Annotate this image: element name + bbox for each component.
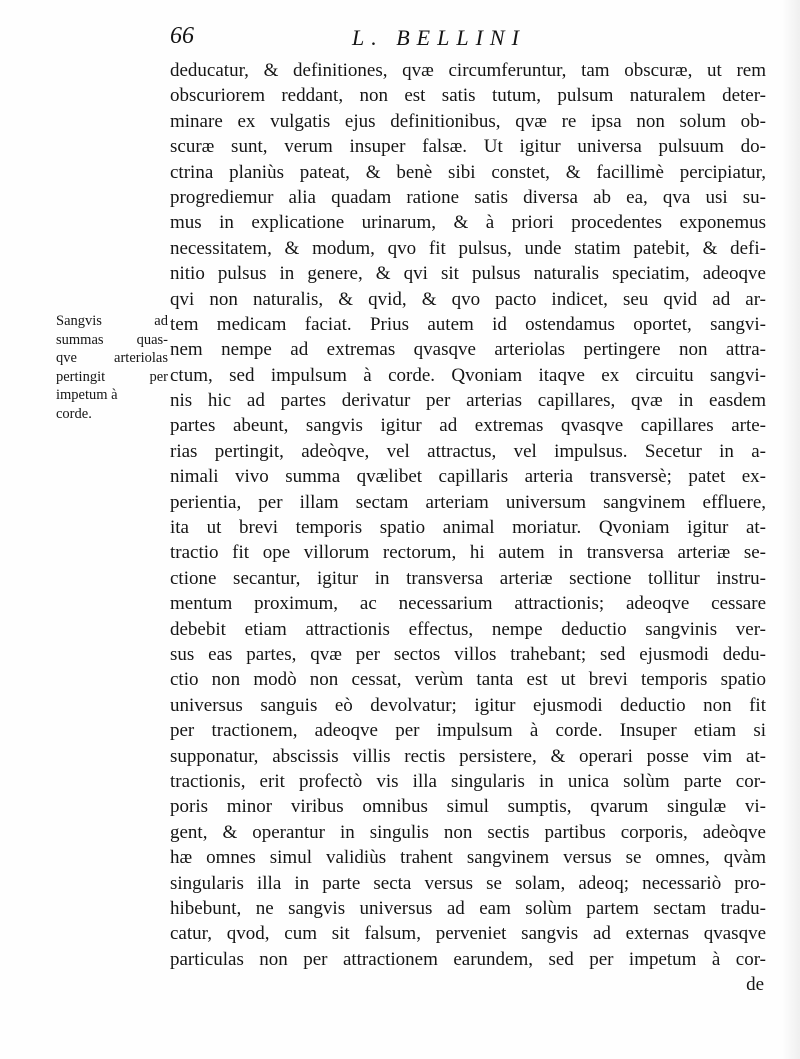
text-line: mentum proximum, ac necessarium attractionis; adeoqve cessare [170, 593, 766, 615]
text-line: nem nempe ad extremas qvasqve arteriolas pertingere non attra- [170, 339, 766, 361]
marginal-note [56, 312, 168, 423]
text-line: supponatur, abscissis villis rectis persistere, & operari posse vim at- [170, 745, 766, 767]
text-line: scuræ sunt, verum insuper falsæ. Ut igitur universa pulsuum do- [170, 136, 766, 158]
text-line: gent, & operantur in singulis non sectis partibus corporis, adeòqve [170, 821, 766, 843]
text-line: qvi non naturalis, & qvid, & qvo pacto indicet, seu qvid ad ar- [170, 288, 766, 310]
text-line: partes abeunt, sangvis igitur ad extremas qvasqve capillares arte- [170, 415, 766, 437]
text-line: ctione secantur, igitur in transversa arteriæ sectione tollitur instru- [170, 567, 766, 589]
text-line: universus sanguis eò devolvatur; igitur ejusmodi deductio non fit [170, 694, 766, 716]
text-line: ctrina planiùs pateat, & benè sibi constet, & facillimè percipiatur, [170, 161, 766, 183]
text-line: rias pertingit, adeòqve, vel attractus, vel impulsus. Secetur in a- [170, 440, 766, 462]
text-line: necessitatem, & modum, qvo fit pulsus, unde statim patebit, & defi- [170, 237, 766, 259]
text-line: tem medicam faciat. Prius autem id ostendamus oportet, sangvi- [170, 313, 766, 335]
page-number: 66 [170, 23, 194, 49]
marginal-note-line: corde. [56, 405, 92, 422]
text-line: nis hic ad partes derivatur per arterias capillares, qvæ in easdem [170, 390, 766, 412]
text-line: ctio non modò non cessat, verùm tanta est ut brevi temporis spatio [170, 669, 766, 691]
marginal-note-line: pertingit per [56, 368, 168, 385]
text-line: obscuriorem reddant, non est satis tutum, pulsum naturalem deter- [170, 85, 766, 107]
marginal-note-line: qve arteriolas [56, 350, 168, 366]
text-line: tractionis, erit profectò vis illa singularis in unica solùm parte cor- [170, 770, 766, 792]
body-text [170, 58, 766, 997]
text-line: mus in explicatione urinarum, & à priori procedentes exponemus [170, 212, 766, 234]
text-line: progrediemur alia quadam ratione satis diversa ab ea, qva usi su- [170, 186, 766, 208]
text-line: minare ex vulgatis ejus definitionibus, qvæ re ipsa non solum ob- [170, 110, 766, 132]
text-line: ita ut brevi temporis spatio animal moriatur. Qvoniam igitur at- [170, 517, 766, 539]
marginal-note-line: impetum à [56, 387, 118, 403]
text-line: nitio pulsus in genere, & qvi sit pulsus naturalis speciatim, adeoqve [170, 263, 766, 285]
page-edge-shadow [782, 0, 800, 1059]
text-line: ctum, sed impulsum à corde. Qvoniam itaqve ex circuitu sangvi- [170, 364, 766, 386]
text-line: particulas non per attractionem earundem, sed per impetum à cor- [170, 948, 766, 970]
text-line: deducatur, & definitiones, qvæ circumferuntur, tam obscuræ, ut rem [170, 60, 766, 81]
text-line: de [746, 974, 764, 996]
marginal-note-line: summas quas- [56, 331, 168, 348]
text-line: tractio fit ope villorum rectorum, hi autem in transversa arteriæ se- [170, 542, 766, 564]
text-line: singularis illa in parte secta versus se solam, adeoq; necessariò pro- [170, 872, 766, 894]
text-line: catur, qvod, cum sit falsum, perveniet sangvis ad externas qvasqve [170, 923, 766, 945]
text-line: perientia, per illam sectam arteriam universum sangvinem effluere, [170, 491, 766, 513]
text-line: nimali vivo summa qvælibet capillaris arteria transversè; patet ex- [170, 466, 766, 488]
running-head: L. BELLINI [352, 25, 526, 50]
text-line: poris minor viribus omnibus simul sumptis, qvarum singulæ vi- [170, 796, 766, 818]
text-line: per tractionem, adeoqve per impulsum à corde. Insuper etiam si [170, 720, 766, 742]
text-line: hæ omnes simul validiùs trahent sangvinem versus se omnes, qvàm [170, 847, 766, 869]
text-line: hibebunt, ne sangvis universus ad eam solùm partem sectam tradu- [170, 897, 766, 919]
marginal-note-line: Sangvis ad [56, 313, 168, 329]
text-line: debebit etiam attractionis effectus, nempe deductio sangvinis ver- [170, 618, 766, 640]
text-line: sus eas partes, qvæ per sectos villos trahebant; sed ejusmodi dedu- [170, 643, 766, 665]
